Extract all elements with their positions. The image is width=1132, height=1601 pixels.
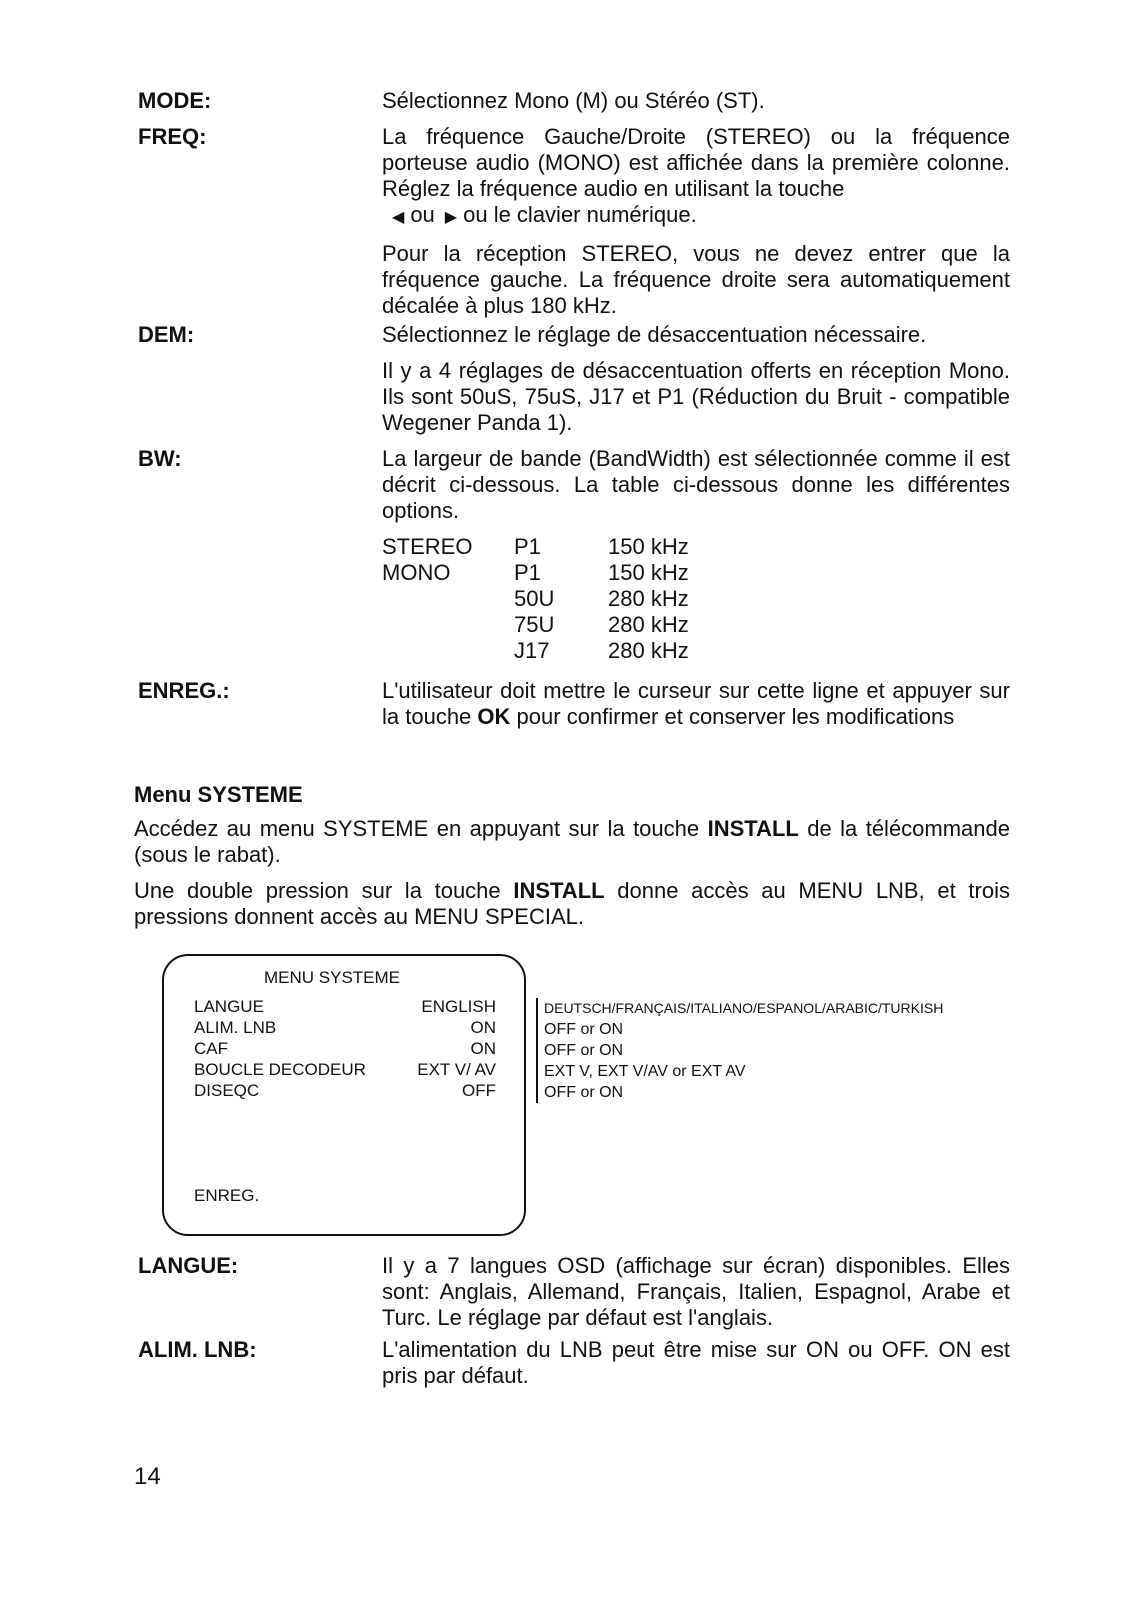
page-number: 14: [134, 1463, 161, 1490]
menu-row-label: BOUCLE DECODEUR: [194, 1060, 366, 1079]
freq-text-1: [382, 124, 1010, 231]
menu-row-value: ENGLISH: [421, 997, 496, 1016]
intro-p2-a: Une double pression sur la touche: [134, 878, 501, 903]
bandwidth-row: [382, 586, 728, 612]
menu-option-text: OFF or ON: [544, 1042, 624, 1059]
desc-langue: [382, 1253, 1010, 1341]
desc-enreg: [382, 678, 1010, 740]
term-mode: MODE:: [138, 88, 212, 113]
desc-mode: [382, 88, 1010, 124]
intro-p1: [134, 816, 1010, 868]
bw-mode-cell: [382, 586, 514, 612]
menu-options-list: [536, 998, 1024, 1103]
desc-bw: [382, 446, 1010, 664]
term-bw: BW:: [138, 446, 182, 471]
alim-text: L'alimentation du LNB peut être mise sur ON ou OFF. ON est pris par défaut.: [382, 1337, 1010, 1388]
bw-mode-cell: MONO: [382, 560, 451, 585]
menu-screen-illustration: [162, 954, 526, 1236]
bw-dem-cell: 75U: [514, 612, 555, 637]
freq-text-2: Pour la réception STEREO, vous ne devez entrer que la fréquence gauche. La fréquence droite sera automatiquement décalée à plus 180 kHz.: [382, 241, 1010, 318]
bandwidth-row: [382, 612, 728, 638]
bandwidth-row: [382, 534, 728, 560]
intro-p1-a: Accédez au menu SYSTEME en appuyant sur la touche: [134, 816, 700, 841]
term-freq: FREQ:: [138, 124, 207, 149]
bandwidth-row: [382, 560, 728, 586]
bw-dem-cell: J17: [514, 638, 550, 663]
menu-screen-title: MENU SYSTEME: [264, 968, 401, 987]
bw-dem-cell: P1: [514, 534, 541, 559]
term-alim-lnb: ALIM. LNB:: [138, 1337, 257, 1362]
menu-option-text: OFF or ON: [544, 1021, 624, 1038]
desc-dem: [382, 322, 1010, 446]
dem-text-2: Il y a 4 réglages de désaccentuation offerts en réception Mono. Ils sont 50uS, 75uS, J17 et P1 (Réduction du Bruit - compatible Wegener Panda 1).: [382, 358, 1010, 435]
ok-key-label: OK: [477, 704, 511, 729]
mode-text: Sélectionnez Mono (M) ou Stéréo (ST).: [382, 88, 765, 113]
enreg-text-b: pour confirmer et conserver les modifications: [516, 704, 955, 729]
freq-ou: ou: [410, 202, 435, 227]
intro-p2: [134, 878, 1010, 930]
freq-text-1-end: ou le clavier numérique.: [463, 202, 697, 227]
install-key-label-2: INSTALL: [513, 878, 605, 903]
bw-dem-cell: P1: [514, 560, 541, 585]
bw-value-cell: 280 kHz: [608, 612, 689, 637]
bw-mode-cell: STEREO: [382, 534, 473, 559]
desc-alim-lnb: [382, 1337, 1010, 1399]
menu-option-text: EXT V, EXT V/AV or EXT AV: [544, 1063, 746, 1080]
menu-systeme-intro: [134, 816, 1010, 940]
menu-row-label: LANGUE: [194, 997, 264, 1016]
menu-row-value: EXT V/ AV: [417, 1060, 496, 1079]
langue-text: Il y a 7 langues OSD (affichage sur écran) disponibles. Elles sont: Anglais, Allemand, Français, Italien, Espagnol, Arabe et Turc. Le réglage par défaut est l'anglais.: [382, 1253, 1010, 1330]
menu-row-value: ON: [470, 1018, 496, 1037]
bw-mode-cell: [382, 638, 514, 664]
term-langue: LANGUE:: [138, 1253, 239, 1278]
menu-option-text: OFF or ON: [544, 1084, 624, 1101]
menu-screen-enreg: ENREG.: [194, 1186, 260, 1205]
menu-row-label: DISEQC: [194, 1081, 260, 1100]
bw-value-cell: 150 kHz: [608, 560, 689, 585]
bw-mode-cell: [382, 612, 514, 638]
bandwidth-row: [382, 638, 728, 664]
bandwidth-table: [382, 534, 728, 664]
bw-value-cell: 150 kHz: [608, 534, 689, 559]
menu-option-text: DEUTSCH/FRANÇAIS/ITALIANO/ESPANOL/ARABIC/TURKISH: [544, 1000, 944, 1016]
enreg-text-a: L'utilisateur doit mettre le curseur sur cette ligne et appuyer sur la touche: [382, 678, 1010, 729]
bw-text: La largeur de bande (BandWidth) est sélectionnée comme il est décrit ci-dessous. La table ci-dessous donne les différentes options.: [382, 446, 1010, 523]
term-dem: DEM:: [138, 322, 195, 347]
term-enreg: ENREG.:: [138, 678, 230, 703]
menu-row-value: OFF: [462, 1081, 496, 1100]
menu-systeme-heading: Menu SYSTEME: [134, 782, 303, 807]
install-key-label: INSTALL: [707, 816, 799, 841]
desc-freq: [382, 124, 1010, 329]
intro-p2-b: donne accès au MENU LNB, et trois pressions donnent accès au MENU SPECIAL.: [134, 878, 1010, 929]
bw-value-cell: 280 kHz: [608, 638, 689, 663]
menu-row-label: CAF: [194, 1039, 228, 1058]
left-arrow-icon: ◀: [392, 209, 405, 226]
freq-text-1-main: La fréquence Gauche/Droite (STEREO) ou la fréquence porteuse audio (MONO) est affichée dans la première colonne. Réglez la fréquence audio en utilisant la touche: [382, 124, 1010, 201]
menu-row-label: ALIM. LNB: [194, 1018, 277, 1037]
dem-text-1: Sélectionnez le réglage de désaccentuation nécessaire.: [382, 322, 927, 347]
enreg-text: [382, 678, 1010, 730]
menu-row-value: ON: [470, 1039, 496, 1058]
intro-p1-b: de la télécommande (sous le rabat).: [134, 816, 1011, 867]
bw-dem-cell: 50U: [514, 586, 555, 611]
right-arrow-icon: ▶: [444, 209, 458, 226]
bw-value-cell: 280 kHz: [608, 586, 689, 611]
